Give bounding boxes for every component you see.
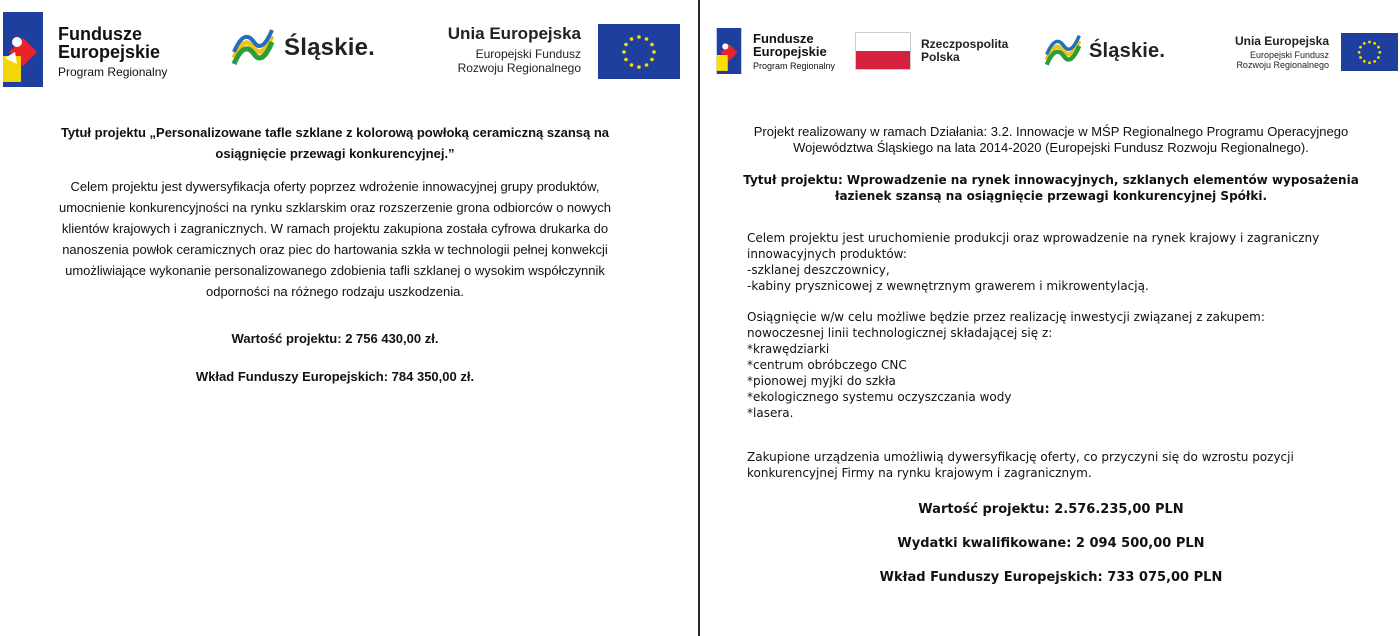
ue-sub1: Europejski Fundusz bbox=[475, 47, 581, 61]
fe-title-line2: Europejskie bbox=[58, 42, 161, 62]
ue-logo-text bbox=[405, 24, 581, 75]
ue-title: Unia Europejska bbox=[447, 24, 581, 43]
fe-title-line2: Europejskie bbox=[753, 44, 827, 59]
right-project-aim: Celem projektu jest uruchomienie produkcji oraz wprowadzenie na rynek krajowy i zagraniczny innowacyjnych produktów: -szklanej deszczownicy, -kabiny prysznicowej z wewnętrznym grawerem i mikrowentylacją. bbox=[747, 231, 1320, 293]
right-project-intro: Projekt realizowany w ramach Działania: 3.2. Innowacje w MŚP Regionalnego Programu Operacyjnego Województwa Śląskiego na lata 2014-2020 (Europejski Fundusz Rozwoju Regionalnego). bbox=[753, 124, 1349, 155]
fe-logo-text bbox=[58, 25, 167, 79]
right-project-investment: Osiągnięcie w/w celu możliwe będzie przez realizację inwestycji związanej z zakupem: nowoczesnej linii technologicznej składającej się z: *krawędziarki *centrum obróbczego CNC *pionowej myjki do szkła *ekologicznego systemu oczyszczania wody *lasera. bbox=[747, 310, 1265, 420]
fe-subtitle: Program Regionalny bbox=[753, 61, 836, 71]
right-project-value: Wartość projektu: 2.576.235,00 PLN bbox=[918, 502, 1184, 517]
rp-line1: Rzeczpospolita bbox=[921, 36, 1009, 51]
slaskie-logo bbox=[232, 28, 375, 68]
fe-title-line1: Fundusze bbox=[58, 24, 142, 44]
fe-logo-text bbox=[753, 32, 835, 72]
right-eligible-expenses: Wydatki kwalifikowane: 2 094 500,00 PLN bbox=[897, 536, 1205, 551]
rp-text bbox=[921, 38, 1008, 64]
ue-sub1: Europejski Fundusz bbox=[1249, 50, 1329, 60]
eu-flag-icon bbox=[1341, 33, 1398, 71]
slaskie-wordmark: Śląskie. bbox=[284, 34, 376, 61]
left-project-title: Tytuł projektu „Personalizowane tafle szklane z kolorową powłoką ceramiczną szansą na osiągnięcie przewagi konkurencyjnej.” bbox=[60, 125, 610, 161]
slaskie-logo bbox=[1045, 33, 1165, 69]
left-eu-contribution: Wkład Funduszy Europejskich: 784 350,00 zł. bbox=[195, 369, 475, 384]
right-project-title: Tytuł projektu: Wprowadzenie na rynek innowacyjnych, szklanych elementów wyposażenia łazienek szansą na osiągnięcie przewagi konkurencyjnej Spółki. bbox=[743, 173, 1359, 203]
fe-subtitle: Program Regionalny bbox=[58, 65, 168, 79]
eu-flag-icon bbox=[598, 24, 680, 79]
ue-sub2: Rozwoju Regionalnego bbox=[1236, 60, 1329, 70]
slaskie-wave-icon bbox=[1045, 33, 1081, 69]
ue-title: Unia Europejska bbox=[1234, 34, 1329, 48]
polish-flag-icon bbox=[855, 32, 911, 70]
fundusze-europejskie-logo-icon bbox=[715, 28, 743, 74]
right-eu-contribution: Wkład Funduszy Europejskich: 733 075,00 PLN bbox=[879, 570, 1223, 585]
left-document-panel bbox=[0, 0, 698, 636]
ue-sub2: Rozwoju Regionalnego bbox=[457, 61, 581, 75]
fundusze-europejskie-logo-icon bbox=[3, 12, 43, 87]
fe-title-line1: Fundusze bbox=[753, 31, 814, 46]
right-project-result: Zakupione urządzenia umożliwią dywersyfikację oferty, co przyczyni się do wzrostu pozycji konkurencyjnej Firmy na rynku krajowym i zagranicznym. bbox=[747, 450, 1294, 480]
slaskie-wordmark: Śląskie. bbox=[1089, 39, 1166, 62]
right-document-panel bbox=[701, 0, 1400, 636]
rzeczpospolita-polska-logo bbox=[855, 32, 1008, 70]
slaskie-wave-icon bbox=[232, 28, 274, 68]
left-project-value: Wartość projektu: 2 756 430,00 zł. bbox=[231, 331, 439, 346]
panel-divider bbox=[698, 0, 700, 636]
rp-line2: Polska bbox=[921, 50, 960, 64]
left-project-description: Celem projektu jest dywersyfikacja oferty poprzez wdrożenie innowacyjnej grupy produktów, umocnienie konkurencyjności na rynku szklarskim oraz rozszerzenie grona odbiorców o nowych klientów krajowych i zagranicznych. W ramach projektu zakupiona została cyfrowa drukarka do nanoszenia powłok ceramicznych oraz piec do hartowania szkła w technologii pełnej konwekcji umożliwiające wykonanie personalizowanego zdobienia tafli szklanej o wysokim współczynnik odporności na różnego rodzaju uszkodzenia. bbox=[58, 179, 612, 299]
ue-logo-text bbox=[1201, 34, 1329, 70]
